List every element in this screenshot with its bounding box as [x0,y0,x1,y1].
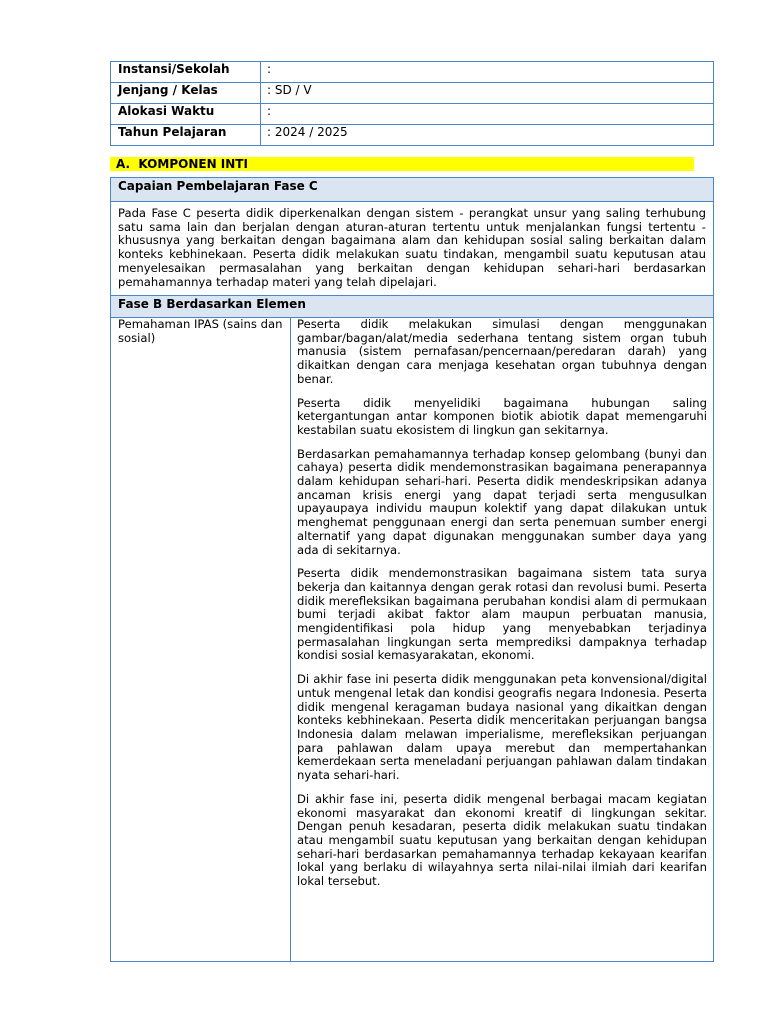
element-paragraph: Peserta didik mendemonstrasikan bagaimana sistem tata surya bekerja dan kaitannya dengan gerak rotasi dan revolusi bumi. Peserta didik merefleksikan bagaimana perubahan kondisi alam di permukaan bumi terjadi akibat faktor alam maupun perbuatan manusia, mengidentifikasi pola hidup yang menyebabkan terjadinya permasalahan lingkungan serta memprediksi dampaknya terhadap kondisi sosial kemasyarakatan, ekonomi. [297,566,707,663]
element-paragraph: Di akhir fase ini peserta didik menggunakan peta konvensional/digital untuk mengenal letak dan kondisi geografis negara Indonesia. Peserta didik mengenal keragaman budaya nasional yang dikaitkan dengan konteks kebhinekaan. Peserta didik menceritakan perjuangan bangsa Indonesia dalam melawan imperialisme, merefleksikan perjuangan para pahlawan dalam upaya merebut dan mempertahankan kemerdekaan serta meneladani perjuangan pahlawan dalam tindakan nyata sehari-hari. [297,672,707,783]
info-label: Jenjang / Kelas [111,83,261,104]
info-value: : [261,104,714,125]
capaian-title: Capaian Pembelajaran Fase C [111,178,713,202]
fase-b-title: Fase B Berdasarkan Elemen [111,295,713,318]
info-row-school [111,62,714,83]
info-row-year [111,125,714,146]
school-info-table [110,61,714,146]
info-value: : SD / V [261,83,714,104]
info-row-grade [111,83,714,104]
capaian-text: Pada Fase C peserta didik diperkenalkan dengan sistem - perangkat unsur yang saling terhubung satu sama lain dan berjalan dengan aturan-aturan tertentu untuk menjalankan fungsi tertentu - khususnya yang berkaitan dengan bagaimana alam dan kehidupan sosial saling berkaitan dalam konteks kebhinekaan. Peserta didik melakukan suatu tindakan, mengambil suatu keputusan atau menyelesaikan permasalahan yang berkaitan dengan kehidupan sehari-hari berdasarkan pemahamannya terhadap materi yang telah dipelajari. [118,206,706,289]
info-value: : 2024 / 2025 [261,125,714,146]
element-paragraph: Di akhir fase ini, peserta didik mengenal berbagai macam kegiatan ekonomi masyarakat dan ekonomi kreatif di lingkungan sekitar. Dengan penuh kesadaran, peserta didik melakukan suatu tindakan atau mengambil suatu keputusan yang berkaitan dengan kehidupan sehari-hari berdasarkan pemahamannya terhadap kekayaan kearifan lokal yang berlaku di wilayahnya serta nilai-nilai ilmiah dari kearifan lokal tersebut. [297,791,707,889]
info-label: Alokasi Waktu [111,104,261,125]
element-row [111,318,713,961]
info-label: Tahun Pelajaran [111,125,261,146]
element-description [291,318,713,961]
element-paragraph: Berdasarkan pemahamannya terhadap konsep gelombang (bunyi dan cahaya) peserta didik mendemonstrasikan bagaimana penerapannya dalam kehidupan sehari-hari. Peserta didik mendeskripsikan adanya ancaman krisis energi yang dapat terjadi serta mengusulkan upayaupaya individu maupun kolektif yang dapat dilakukan untuk menghemat penggunaan energi dan serta penemuan sumber energi alternatif yang dapat digunakan menggunakan sumber daya yang ada di sekitarnya. [297,446,707,557]
element-label: Pemahaman IPAS (sains dan sosial) [111,318,291,961]
element-paragraph: Peserta didik melakukan simulasi dengan menggunakan gambar/bagan/alat/media sederhana tentang sistem organ tubuh manusia (sistem pernafasan/pencernaan/peredaran darah) yang dikaitkan dengan cara menjaga kesehatan organ tubuhnya dengan benar. [297,317,707,386]
core-component-table [110,177,714,962]
info-label: Instansi/Sekolah [111,62,261,83]
element-paragraph: Peserta didik menyelidiki bagaimana hubungan saling ketergantungan antar komponen biotik abiotik dapat memengaruhi kestabilan suatu ekosistem di lingkun gan sekitarnya. [297,395,707,437]
section-heading: A. KOMPONEN INTI [110,157,694,171]
info-row-time [111,104,714,125]
info-value: : [261,62,714,83]
